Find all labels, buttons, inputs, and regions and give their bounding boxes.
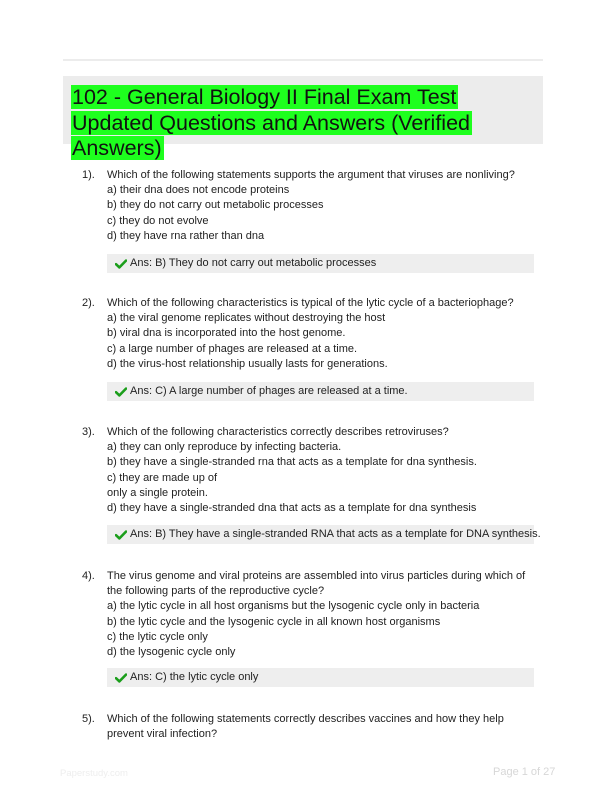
option-c: c) the lytic cycle only <box>107 630 208 643</box>
answer-text: Ans: B) They have a single-stranded RNA that acts as a template for DNA synthesis. <box>130 528 541 540</box>
option-d: d) they have rna rather than dna <box>107 229 265 242</box>
option-c: c) they do not evolve <box>107 214 209 227</box>
checkmark-icon <box>115 382 127 401</box>
answer-text: Ans: B) They do not carry out metabolic processes <box>130 257 377 269</box>
option-a: a) their dna does not encode proteins <box>107 184 290 197</box>
question-text: Which of the following characteristics correctly describes retroviruses? <box>107 426 449 438</box>
question-number: 1). <box>82 169 95 181</box>
question-text: Which of the following statements supports the argument that viruses are nonliving? <box>107 169 515 181</box>
option-a: a) the viral genome replicates without destroying the host <box>107 312 386 325</box>
checkmark-icon <box>115 668 127 687</box>
option-d: d) they have a single-stranded dna that acts as a template for dna synthesis <box>107 502 477 515</box>
question-text: Which of the following statements correctly describes vaccines and how they help prevent viral infection? <box>107 713 504 741</box>
option-c: c) a large number of phages are released at a time. <box>107 342 358 355</box>
option-d: d) the lysogenic cycle only <box>107 646 236 659</box>
question-body <box>107 296 537 372</box>
question-body <box>107 168 537 244</box>
option-a: a) the lytic cycle in all host organisms but the lysogenic cycle only in bacteria <box>107 600 480 613</box>
answer-text: Ans: C) A large number of phages are released at a time. <box>130 385 408 397</box>
option-b: b) the lytic cycle and the lysogenic cycle in all known host organisms <box>107 615 441 628</box>
answer-box-3 <box>107 525 541 544</box>
option-c: c) they are made up of <box>107 471 218 484</box>
question-body <box>107 712 537 742</box>
option-d: d) the virus-host relationship usually lasts for generations. <box>107 357 388 370</box>
option-b: b) viral dna is incorporated into the host genome. <box>107 327 346 340</box>
question-body <box>107 425 537 516</box>
answer-text: Ans: C) the lytic cycle only <box>130 671 259 683</box>
question-number: 3). <box>82 426 95 438</box>
question-text: The virus genome and viral proteins are assembled into virus particles during which of the following parts of the reproductive cycle? <box>107 570 526 598</box>
top-divider <box>63 59 543 61</box>
page-number: Page 1 of 27 <box>493 766 556 778</box>
checkmark-icon <box>115 525 127 544</box>
answer-box-2 <box>107 382 534 401</box>
option-b: b) they have a single-stranded rna that acts as a template for dna synthesis. <box>107 456 477 469</box>
option-b: b) they do not carry out metabolic processes <box>107 199 324 212</box>
question-number: 5). <box>82 713 95 725</box>
answer-box-1 <box>107 254 534 273</box>
question-number: 4). <box>82 570 95 582</box>
answer-box-4 <box>107 668 534 687</box>
title-banner <box>63 76 543 160</box>
checkmark-icon <box>115 254 127 273</box>
document-title: 102 - General Biology II Final Exam Test Updated Questions and Answers (Verified Answers) <box>72 85 470 160</box>
watermark: Paperstudy.com <box>60 768 128 779</box>
question-body <box>107 569 537 660</box>
question-text: Which of the following characteristics is typical of the lytic cycle of a bacteriophage? <box>107 297 514 309</box>
option-a: a) they can only reproduce by infecting bacteria. <box>107 441 342 454</box>
option-c-continued: only a single protein. <box>107 486 208 499</box>
question-number: 2). <box>82 297 95 309</box>
